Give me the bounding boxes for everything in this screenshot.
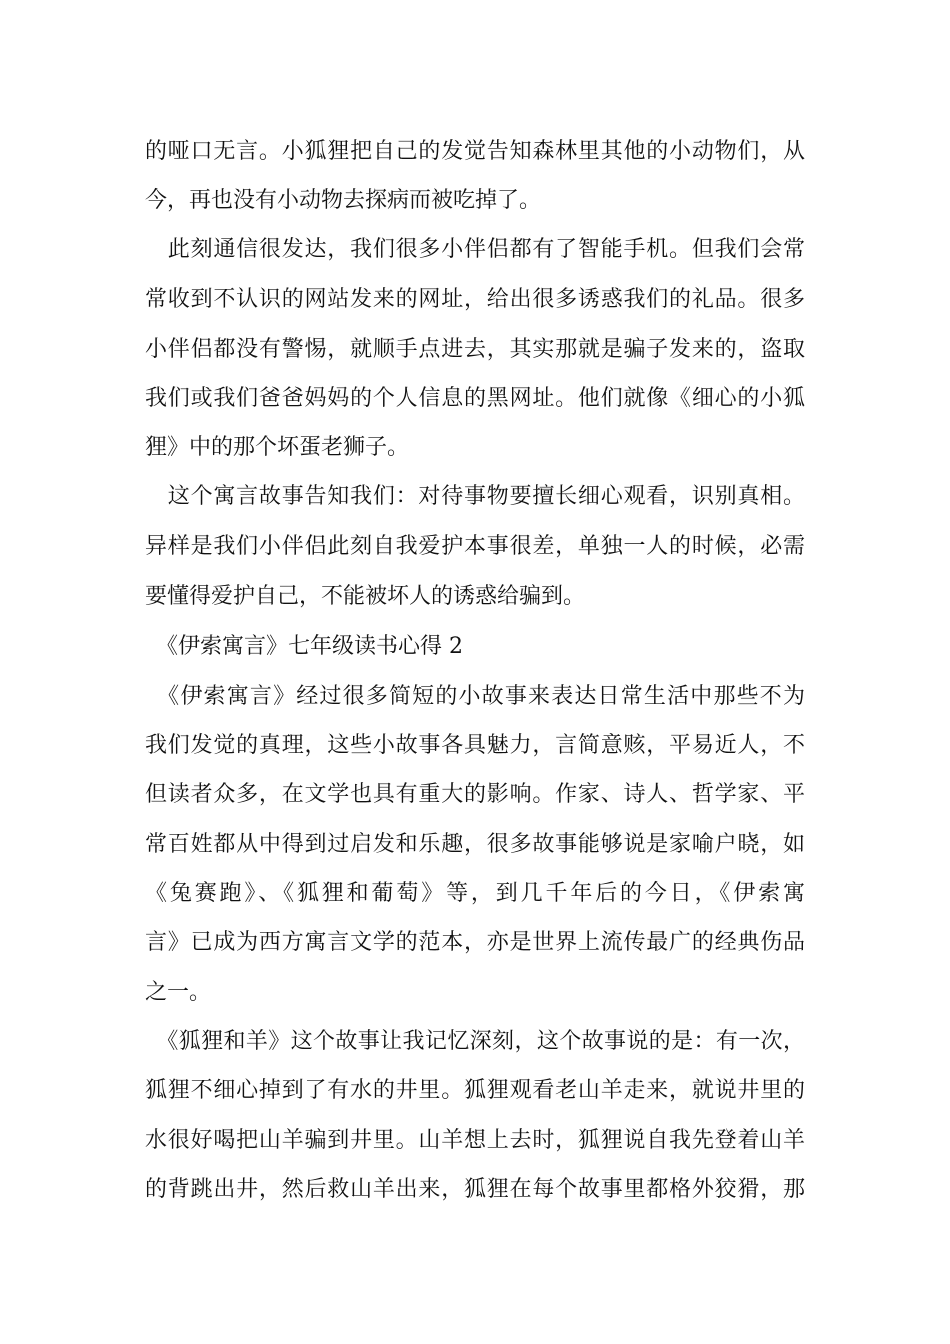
paragraph-line: 狸》中的那个坏蛋老狮子。 [145,435,410,460]
paragraph-line: 狐狸不细心掉到了有水的井里。狐狸观看老山羊走来，就说井里的 [145,1078,805,1103]
paragraph-line: 之一。 [145,980,212,1005]
paragraph-line: 小伴侣都没有警惕，就顺手点进去，其实那就是骗子发来的，盗取 [145,337,805,362]
paragraph-line: 常百姓都从中得到过启发和乐趣，很多故事能够说是家喻户晓，如 [145,832,805,857]
paragraph-line: 常收到不认识的网站发来的网址，给出很多诱惑我们的礼品。很多 [145,287,805,312]
paragraph-line: 此刻通信很发达，我们很多小伴侣都有了智能手机。但我们会常 [145,237,805,262]
paragraph-line: 言》已成为西方寓言文学的范本，亦是世界上流传最广的经典伤品 [145,930,805,955]
paragraph-line: 的背跳出井，然后救山羊出来，狐狸在每个故事里都格外狡猾，那 [145,1177,805,1202]
section-heading: 《伊索寓言》七年级读书心得 2 [145,634,463,659]
paragraph-line: 我们或我们爸爸妈妈的个人信息的黑网址。他们就像《细心的小狐 [145,386,805,411]
paragraph-line: 我们发觉的真理，这些小故事各具魅力，言简意赅，平易近人，不 [145,733,805,758]
paragraph-line: 今，再也没有小动物去探病而被吃掉了。 [145,188,542,213]
paragraph-line: 这个寓言故事告知我们：对待事物要擅长细心观看，识别真相。 [145,484,805,509]
paragraph-line: 《狐狸和羊》这个故事让我记忆深刻，这个故事说的是：有一次， [145,1029,805,1054]
paragraph-line: 要懂得爱护自己，不能被坏人的诱惑给骗到。 [145,584,586,609]
paragraph-line: 但读者众多，在文学也具有重大的影响。作家、诗人、哲学家、平 [145,782,805,807]
paragraph-line: 的哑口无言。小狐狸把自己的发觉告知森林里其他的小动物们，从 [145,139,805,164]
paragraph-line: 异样是我们小伴侣此刻自我爱护本事很差，单独一人的时候，必需 [145,534,805,559]
paragraph-line: 水很好喝把山羊骗到井里。山羊想上去时，狐狸说自我先登着山羊 [145,1128,805,1153]
paragraph-line: 《兔赛跑》、《狐狸和葡萄》等，到几千年后的今日，《伊索寓 [145,881,805,906]
paragraph-line: 《伊索寓言》经过很多简短的小故事来表达日常生活中那些不为 [145,684,805,709]
